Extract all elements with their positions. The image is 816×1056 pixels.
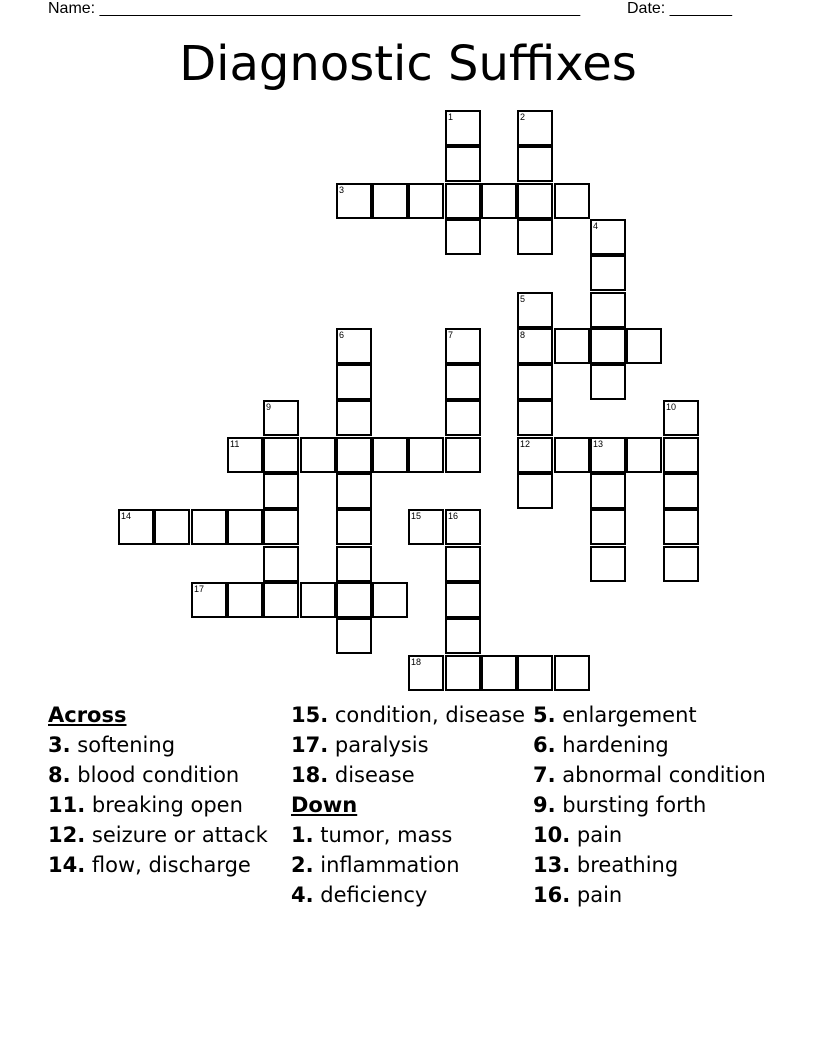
grid-cell[interactable] (590, 509, 626, 545)
grid-cell[interactable] (663, 546, 699, 582)
clue-down-10: 10. pain (533, 823, 623, 847)
clue-down-13: 13. breathing (533, 853, 679, 877)
clue-across-14: 14. flow, discharge (48, 853, 251, 877)
clue-down-1: 1. tumor, mass (291, 823, 453, 847)
clue-column-1 (48, 703, 283, 883)
down-heading: Down (291, 793, 358, 817)
cell-number: 16 (448, 511, 459, 521)
grid-cell[interactable] (590, 364, 626, 400)
grid-cell[interactable] (408, 183, 444, 219)
grid-cell[interactable] (408, 655, 444, 691)
grid-cell[interactable] (590, 546, 626, 582)
grid-cell[interactable] (554, 437, 590, 473)
cell-number: 6 (339, 330, 345, 340)
cell-number: 15 (411, 511, 422, 521)
clue-down-9: 9. bursting forth (533, 793, 707, 817)
name-label: Name: ______________________________________________________ (48, 0, 581, 17)
grid-cell[interactable] (336, 546, 372, 582)
grid-cell[interactable] (517, 328, 553, 364)
clue-across-12: 12. seizure or attack (48, 823, 268, 847)
grid-cell[interactable] (663, 473, 699, 509)
grid-cell[interactable] (227, 437, 263, 473)
clue-down-2: 2. inflammation (291, 853, 460, 877)
grid-cell[interactable] (445, 146, 481, 182)
grid-cell[interactable] (300, 582, 336, 618)
grid-cell[interactable] (554, 328, 590, 364)
grid-cell[interactable] (663, 400, 699, 436)
grid-cell[interactable] (336, 509, 372, 545)
cell-number: 3 (339, 185, 345, 195)
grid-cell[interactable] (590, 437, 626, 473)
grid-cell[interactable] (481, 655, 517, 691)
grid-cell[interactable] (154, 509, 190, 545)
grid-cell[interactable] (336, 618, 372, 654)
grid-cell[interactable] (372, 437, 408, 473)
grid-cell[interactable] (372, 183, 408, 219)
grid-cell[interactable] (445, 618, 481, 654)
grid-cell[interactable] (263, 473, 299, 509)
grid-cell[interactable] (590, 473, 626, 509)
across-heading: Across (48, 703, 127, 727)
grid-cell[interactable] (590, 328, 626, 364)
grid-cell[interactable] (336, 473, 372, 509)
grid-cell[interactable] (263, 437, 299, 473)
grid-cell[interactable] (517, 364, 553, 400)
grid-cell[interactable] (445, 546, 481, 582)
clue-across-17: 17. paralysis (291, 733, 429, 757)
grid-cell[interactable] (263, 400, 299, 436)
grid-cell[interactable] (445, 655, 481, 691)
grid-cell[interactable] (227, 582, 263, 618)
clue-down-5: 5. enlargement (533, 703, 697, 727)
date-label: Date: _______ (627, 0, 732, 17)
grid-cell[interactable] (445, 183, 481, 219)
cell-number: 8 (520, 330, 526, 340)
grid-cell[interactable] (481, 183, 517, 219)
grid-cell[interactable] (663, 437, 699, 473)
clue-down-4: 4. deficiency (291, 883, 428, 907)
grid-cell[interactable] (626, 328, 662, 364)
cell-number: 17 (194, 584, 205, 594)
grid-cell[interactable] (227, 509, 263, 545)
cell-number: 18 (411, 657, 422, 667)
cell-number: 1 (448, 112, 454, 122)
clue-down-7: 7. abnormal condition (533, 763, 766, 787)
clue-across-8: 8. blood condition (48, 763, 240, 787)
grid-cell[interactable] (336, 183, 372, 219)
cell-number: 9 (266, 402, 272, 412)
grid-cell[interactable] (445, 509, 481, 545)
grid-cell[interactable] (554, 655, 590, 691)
grid-cell[interactable] (336, 582, 372, 618)
cell-number: 11 (230, 439, 240, 449)
grid-cell[interactable] (263, 582, 299, 618)
cell-number: 14 (121, 511, 132, 521)
clue-down-6: 6. hardening (533, 733, 669, 757)
grid-cell[interactable] (517, 437, 553, 473)
cell-number: 7 (448, 330, 454, 340)
cell-number: 2 (520, 112, 526, 122)
grid-cell[interactable] (517, 219, 553, 255)
grid-cell[interactable] (445, 364, 481, 400)
grid-cell[interactable] (191, 582, 227, 618)
page-title: Diagnostic Suffixes (179, 36, 637, 92)
grid-cell[interactable] (517, 473, 553, 509)
grid-cell[interactable] (445, 110, 481, 146)
grid-cell[interactable] (517, 110, 553, 146)
cell-number: 12 (520, 439, 531, 449)
grid-cell[interactable] (517, 400, 553, 436)
grid-cell[interactable] (517, 655, 553, 691)
cell-number: 5 (520, 294, 526, 304)
grid-cell[interactable] (517, 146, 553, 182)
grid-cell[interactable] (300, 437, 336, 473)
grid-cell[interactable] (263, 509, 299, 545)
grid-cell[interactable] (445, 437, 481, 473)
grid-cell[interactable] (590, 219, 626, 255)
grid-cell[interactable] (445, 582, 481, 618)
grid-cell[interactable] (372, 582, 408, 618)
clue-across-11: 11. breaking open (48, 793, 243, 817)
clue-across-3: 3. softening (48, 733, 176, 757)
grid-cell[interactable] (517, 183, 553, 219)
clue-down-16: 16. pain (533, 883, 623, 907)
clue-column-2 (291, 703, 526, 913)
grid-cell[interactable] (191, 509, 227, 545)
grid-cell[interactable] (554, 183, 590, 219)
grid-cell[interactable] (445, 328, 481, 364)
cell-number: 10 (666, 402, 677, 412)
grid-cell[interactable] (517, 292, 553, 328)
grid-cell[interactable] (118, 509, 154, 545)
grid-cell[interactable] (336, 328, 372, 364)
grid-cell[interactable] (336, 364, 372, 400)
grid-cell[interactable] (626, 437, 662, 473)
grid-cell[interactable] (336, 437, 372, 473)
grid-cell[interactable] (445, 219, 481, 255)
grid-cell[interactable] (263, 546, 299, 582)
cell-number: 13 (593, 439, 604, 449)
grid-cell[interactable] (445, 400, 481, 436)
grid-cell[interactable] (590, 255, 626, 291)
grid-cell[interactable] (590, 292, 626, 328)
grid-cell[interactable] (336, 400, 372, 436)
clue-column-3 (533, 703, 768, 913)
grid-cell[interactable] (663, 509, 699, 545)
clue-across-15: 15. condition, disease (291, 703, 526, 727)
grid-cell[interactable] (408, 509, 444, 545)
grid-cell[interactable] (408, 437, 444, 473)
clue-across-18: 18. disease (291, 763, 415, 787)
cell-number: 4 (593, 221, 599, 231)
